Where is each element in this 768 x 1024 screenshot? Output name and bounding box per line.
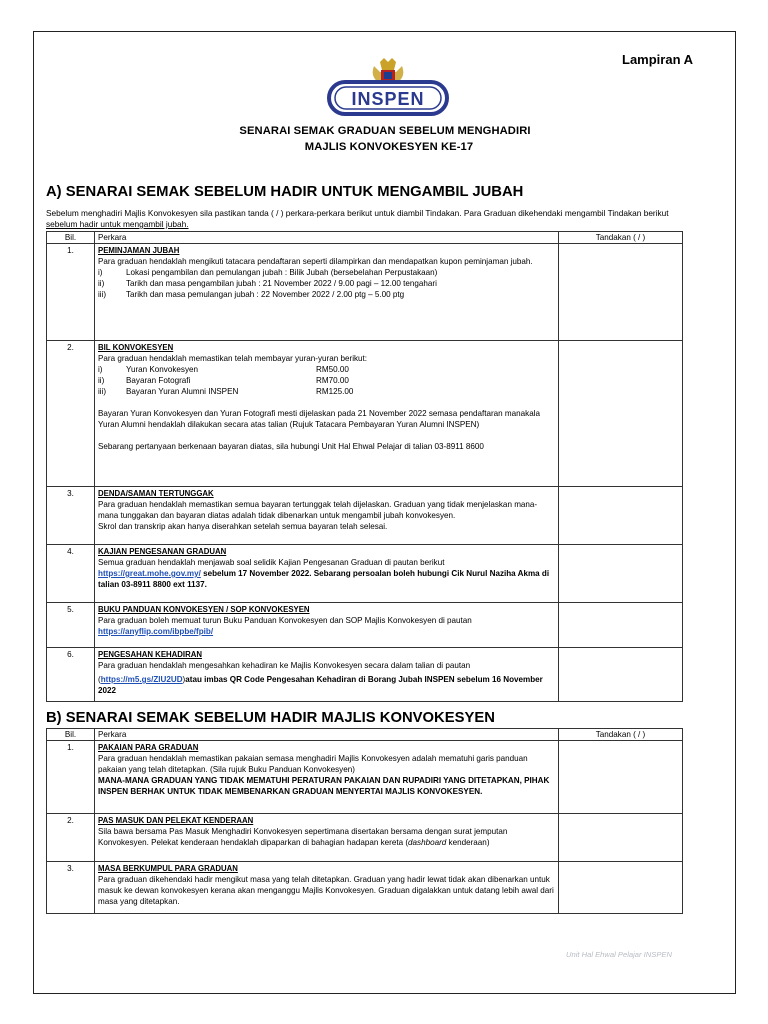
table-row <box>47 814 683 862</box>
link-trailing-text: atau imbas QR Code Pengesahan Kehadiran di Borang Jubah INSPEN sebelum 16 November 2022 <box>98 675 543 695</box>
sub-text: Lokasi pengambilan dan pemulangan jubah : Bilik Jubah (bersebelahan Perpustakaan) <box>126 268 438 277</box>
fee-name: Yuran Konvokesyen <box>126 365 198 374</box>
section-a-intro <box>46 208 696 230</box>
item-title: PENGESAHAN KEHADIRAN <box>98 650 202 659</box>
fee-item <box>98 364 555 375</box>
row-number: 2. <box>47 341 95 487</box>
row-content <box>95 487 559 545</box>
col-tandakan: Tandakan ( / ) <box>559 729 683 741</box>
item-text <box>98 826 555 848</box>
sub-num: ii) <box>98 376 105 385</box>
item-text: Para graduan boleh memuat turun Buku Panduan Konvokesyen dan SOP Majlis Konvokesyen di pautan <box>98 616 472 625</box>
item-warning: MANA-MANA GRADUAN YANG TIDAK MEMATUHI PERATURAN PAKAIAN DAN RUPADIRI YANG DITETAPKAN, PIHAK INSPEN BERHAK UNTUK TIDAK MEMBENARKAN GRADUAN MENYERTAI MAJLIS KONVOKESYEN. <box>98 776 550 796</box>
table-row <box>47 244 683 341</box>
table-row <box>47 862 683 914</box>
item-text: Para graduan hendaklah mengesahkan kehadiran ke Majlis Konvokesyen secara dalam talian di pautan <box>98 661 471 670</box>
attendance-link[interactable]: https://m5.gs/ZlU2UD <box>100 675 183 684</box>
row-number: 1. <box>47 244 95 341</box>
table-row <box>47 545 683 603</box>
item-title: BUKU PANDUAN KONVOKESYEN / SOP KONVOKESYEN <box>98 605 310 614</box>
item-title: PAS MASUK DAN PELEKAT KENDERAAN <box>98 816 254 825</box>
row-content <box>95 341 559 487</box>
fee-amount: RM50.00 <box>316 365 349 374</box>
lampiran-label: Lampiran A <box>622 52 694 67</box>
inspen-logo <box>326 58 450 118</box>
table-row <box>47 648 683 702</box>
col-bil: Bil. <box>47 232 95 244</box>
paren-close: ) <box>182 675 186 684</box>
item-title: PEMINJAMAN JUBAH <box>98 246 180 255</box>
row-content <box>95 862 559 914</box>
row-content <box>95 244 559 341</box>
sub-item <box>98 278 555 289</box>
fee-amount: RM125.00 <box>316 387 354 396</box>
row-content <box>95 648 559 702</box>
doc-title-line2: MAJLIS KONVOKESYEN KE-17 <box>304 141 474 153</box>
link-trailing-text: sebelum 17 November 2022. Sebarang persoalan boleh hubungi Cik Nurul Naziha Akma di talian 03-8911 8800 ext 1137. <box>98 569 550 589</box>
tick-box[interactable] <box>559 862 683 914</box>
row-content <box>95 603 559 648</box>
table-row <box>47 603 683 648</box>
table-row <box>47 487 683 545</box>
anyflip-link[interactable]: https://anyflip.com/ibpbe/fpib/ <box>98 627 214 636</box>
kajian-link[interactable]: https://great.mohe.gov.my/ <box>98 569 201 578</box>
row-number: 3. <box>47 487 95 545</box>
col-perkara: Perkara <box>95 232 559 244</box>
col-perkara: Perkara <box>95 729 559 741</box>
paren-open: ( <box>98 675 101 684</box>
sub-text: Tarikh dan masa pengambilan jubah : 21 November 2022 / 9.00 pagi – 12.00 tengahari <box>126 279 437 288</box>
sub-item <box>98 267 555 278</box>
sub-num: iii) <box>98 387 107 396</box>
table-header-row <box>47 729 683 741</box>
item-text: Para graduan dikehendaki hadir mengikut masa yang telah ditetapkan. Graduan yang hadir lewat tidak akan dibenarkan untuk masuk ke dewan konvokesyen kerana akan menganggu Majlis Konvokesyen. Graduan digalakkan untuk datang lebih awal dari masa yang ditetapkan. <box>98 875 554 906</box>
row-number: 1. <box>47 741 95 814</box>
intro-underlined: sebelum hadir untuk mengambil jubah. <box>46 219 189 229</box>
item-text: Para graduan hendaklah memastikan pakaian semasa menghadiri Majlis Konvokesyen adalah mematuhi garis panduan pakaian yang telah ditetapkan. (Sila rujuk Buku Panduan Konvokesyen) <box>98 754 528 774</box>
item-link-text <box>98 674 555 696</box>
crest-icon <box>373 58 404 82</box>
tick-box[interactable] <box>559 603 683 648</box>
row-number: 5. <box>47 603 95 648</box>
tick-box[interactable] <box>559 244 683 341</box>
footer-text: Unit Hal Ehwal Pelajar INSPEN <box>566 950 672 959</box>
fee-item <box>98 386 555 397</box>
item-title: PAKAIAN PARA GRADUAN <box>98 743 199 752</box>
item-link-text <box>98 568 555 590</box>
fee-item <box>98 375 555 386</box>
fee-name: Bayaran Yuran Alumni INSPEN <box>126 387 239 396</box>
fee-amount: RM70.00 <box>316 376 349 385</box>
sub-item <box>98 289 555 300</box>
table-header-row <box>47 232 683 244</box>
item-text-end: kenderaan) <box>446 838 490 847</box>
item-text-main: Sila bawa bersama Pas Masuk Menghadiri Konvokesyen sepertimana disertakan bersama dengan surat jemputan Konvokesyen. Pelekat kenderaan hendaklah dipaparkan di bahagian hadapan kereta ( <box>98 827 508 847</box>
tick-box[interactable] <box>559 648 683 702</box>
table-row <box>47 341 683 487</box>
col-tandakan: Tandakan ( / ) <box>559 232 683 244</box>
row-content <box>95 741 559 814</box>
item-text: Semua graduan hendaklah menjawab soal selidik Kajian Pengesanan Graduan di pautan berikut <box>98 558 445 567</box>
item-text: Para graduan hendaklah mengikuti tatacara pendaftaran seperti dilampirkan dan mendapatkan kupon peminjaman jubah. <box>98 257 533 266</box>
item-text: Para graduan hendaklah memastikan telah membayar yuran-yuran berikut: <box>98 354 368 363</box>
tick-box[interactable] <box>559 341 683 487</box>
row-number: 6. <box>47 648 95 702</box>
row-number: 2. <box>47 814 95 862</box>
sub-num: i) <box>98 268 103 277</box>
section-a-heading: A) SENARAI SEMAK SEBELUM HADIR UNTUK MENGAMBIL JUBAH <box>46 184 524 200</box>
sub-num: iii) <box>98 290 107 299</box>
item-title: DENDA/SAMAN TERTUNGGAK <box>98 489 214 498</box>
col-bil: Bil. <box>47 729 95 741</box>
item-text: Para graduan hendaklah memastikan semua bayaran tertunggak telah dijelaskan. Graduan yang tidak menjelaskan mana-mana tunggakan dan bayaran diatas adalah tidak dibenarkan untuk mengambil jubah konvokesyen. <box>98 500 538 520</box>
sub-text: Tarikh dan masa pemulangan jubah : 22 November 2022 / 2.00 ptg – 5.00 ptg <box>126 290 405 299</box>
item-text-2: Skrol dan transkrip akan hanya diserahkan setelah semua bayaran telah selesai. <box>98 522 388 531</box>
logo-text: INSPEN <box>351 89 425 109</box>
tick-box[interactable] <box>559 545 683 603</box>
checklist-table-b <box>46 728 683 914</box>
doc-title-line1: SENARAI SEMAK GRADUAN SEBELUM MENGHADIRI <box>239 125 531 137</box>
section-b-heading: B) SENARAI SEMAK SEBELUM HADIR MAJLIS KONVOKESYEN <box>46 710 495 726</box>
payment-note: Bayaran Yuran Konvokesyen dan Yuran Fotografi mesti dijelaskan pada 21 November 2022 semasa pendaftaran manakala Yuran Alumni hendaklah dilakukan secara atas talian (Rujuk Tatacara Pembayaran Yuran Alumni INSPEN) <box>98 409 540 429</box>
sub-num: ii) <box>98 279 105 288</box>
item-title: KAJIAN PENGESANAN GRADUAN <box>98 547 227 556</box>
contact-note: Sebarang pertanyaan berkenaan bayaran diatas, sila hubungi Unit Hal Ehwal Pelajar di talian 03-8911 8600 <box>98 442 484 451</box>
checklist-table-a <box>46 231 683 702</box>
intro-text: Sebelum menghadiri Majlis Konvokesyen sila pastikan tanda ( / ) perkara-perkara berikut untuk diambil Tindakan. Para Graduan dikehendaki mengambil Tindakan berikut <box>46 208 669 218</box>
tick-box[interactable] <box>559 814 683 862</box>
sub-num: i) <box>98 365 103 374</box>
tick-box[interactable] <box>559 741 683 814</box>
item-title: BIL KONVOKESYEN <box>98 343 174 352</box>
table-row <box>47 741 683 814</box>
item-title: MASA BERKUMPUL PARA GRADUAN <box>98 864 238 873</box>
row-content <box>95 545 559 603</box>
row-number: 4. <box>47 545 95 603</box>
fee-name: Bayaran Fotografi <box>126 376 191 385</box>
item-text-italic: dashboard <box>408 838 447 847</box>
row-content <box>95 814 559 862</box>
tick-box[interactable] <box>559 487 683 545</box>
row-number: 3. <box>47 862 95 914</box>
